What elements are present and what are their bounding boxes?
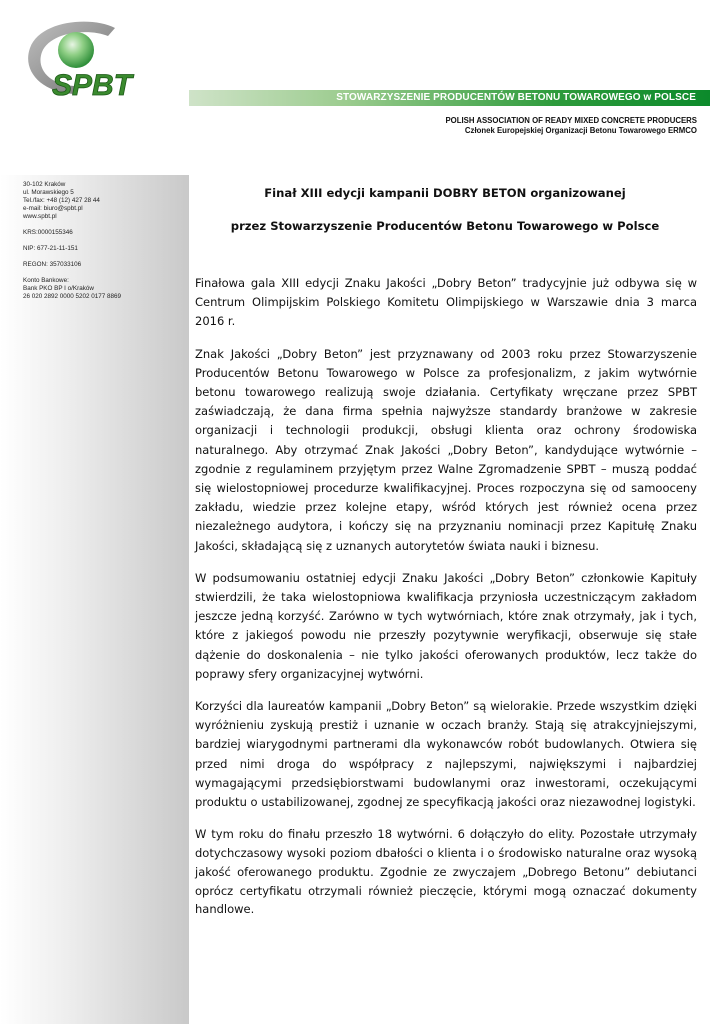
bank-account: 26 020 2892 0000 5202 0177 8869 <box>23 293 122 300</box>
phone-fax: Tel./fax: +48 (12) 427 28 44 <box>23 197 100 204</box>
paragraph-2: Znak Jakości „Dobry Beton” jest przyznawany od 2003 roku przez Stowarzyszenie Producentów Betonu Towarowego w Polsce za profesjonalizm, z jakim wytwórnie betonu towarowego realizują swoje działania. Certyfikaty wręczane przez SPBT zaświadczają, że dana firma spełnia najwyższe standardy branżowe w zakresie organizacji i technologii produkcji, obsługi klienta oraz ochrony środowiska naturalnego. Aby otrzymać Znak Jakości „Dobry Beton”, kandydujące wytwórnie – zgodnie z regulaminem przyjętym przez Walne Zgromadzenie SPBT – muszą poddać się wielostopniowej procedurze kwalifikacyjnej. Proces rozpoczyna się od samooceny zakładu, wiedzie przez kolejne etapy, wśród których jest również ocena przez niezależnego audytora, i kończy się na przyznaniu nominacji przez Kapitułę Znaku Jakości, składającą się z uznanych autorytetów świata nauki i biznesu. <box>195 346 697 553</box>
logo-sphere <box>58 32 94 68</box>
email: e-mail: biuro@spbt.pl <box>23 205 83 212</box>
header-english <box>445 116 697 136</box>
paragraph-3: W podsumowaniu ostatniej edycji Znaku Jakości „Dobry Beton” członkowie Kapituły stwierdzili, że taka wielostopniowa kwalifikacja przyniosła uczestniczącym zakładom jeszcze jedną korzyść. Zarówno w tych wytwórniach, które znak otrzymały, jak i tych, które z jakiegoś powodu nie przeszły pozytywnie weryfikacji, obserwuje się stałe dążenie do doskonalenia – nie tylko jakości oferowanych produktów, lecz także do poprawy sfery organizacyjnej wytwórni. <box>195 570 697 681</box>
address-line-2: ul. Morawskiego 5 <box>23 189 74 196</box>
website: www.spbt.pl <box>23 213 57 220</box>
logo-text: SPBT <box>52 69 133 102</box>
paragraph-4: Korzyści dla laureatów kampanii „Dobry Beton” są wielorakie. Przede wszystkim dzięki wyróżnieniu zyskują prestiż i uznanie w oczach branży. Stają się atrakcyjniejszymi, bardziej wiarygodnymi partnerami dla wykonawców robót budowlanych. Otwiera się przed nimi droga do współpracy z najlepszymi, największymi i najbardziej wymagającymi przedsiębiorstwami budowlanymi oraz inwestorami, oczekującymi produktu o ustabilizowanej, zgodnej ze specyfikacją jakości oraz niezawodnej logistyki. <box>195 699 697 810</box>
spbt-logo-graphic <box>22 20 157 108</box>
document-body <box>195 274 697 932</box>
bank-label: Konto Bankowe: <box>23 277 69 284</box>
address-line-1: 30-102 Kraków <box>23 181 66 188</box>
document-title-line-1: Finał XIII edycji kampanii DOBRY BETON organizowanej <box>264 186 626 200</box>
document-title-line-2: przez Stowarzyszenie Producentów Betonu Towarowego w Polsce <box>230 219 660 233</box>
sidebar-panel <box>0 175 189 1024</box>
regon-number: REGON: 357033106 <box>23 261 82 268</box>
ermco-member-line: Członek Europejskiej Organizacji Betonu Towarowego ERMCO <box>464 126 697 135</box>
krs-number: KRS:0000155346 <box>23 229 73 236</box>
nip-number: NIP: 677-21-11-151 <box>23 245 78 252</box>
bank-name: Bank PKO BP I o/Kraków <box>23 285 94 292</box>
spbt-logo <box>22 20 157 108</box>
association-banner: STOWARZYSZENIE PRODUCENTÓW BETONU TOWAROWEGO w POLSCE <box>189 90 710 106</box>
contact-info <box>23 181 183 301</box>
paragraph-1: Finałowa gala XIII edycji Znaku Jakości „Dobry Beton” tradycyjnie już odbywa się w Centrum Olimpijskim Polskiego Komitetu Olimpijskiego w Warszawie dnia 3 marca 2016 r. <box>195 276 697 329</box>
english-name: POLISH ASSOCIATION OF READY MIXED CONCRETE PRODUCERS <box>445 116 697 125</box>
paragraph-5: W tym roku do finału przeszło 18 wytwórni. 6 dołączyło do elity. Pozostałe utrzymały dotychczasowy wysoki poziom dbałości o klienta i o środowisko naturalne oraz wysoką jakość oferowanego produktu. Zgodnie ze zwyczajem „Dobrego Betonu” debiutanci oprócz certyfikatu otrzymali również pieczęcie, którymi mogą oznaczać dokumenty handlowe. <box>195 827 697 917</box>
